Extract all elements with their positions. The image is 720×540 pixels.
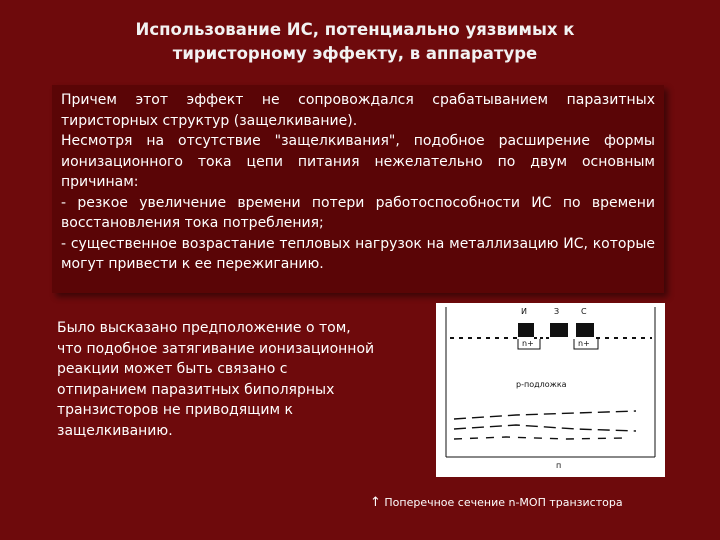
depletion-boundary-bottom	[454, 437, 626, 439]
text-panel	[61, 90, 655, 275]
slide-title	[90, 18, 620, 66]
terminal-label-i: И	[521, 307, 527, 316]
side-paragraph: Было высказано предположение о том, что подобное затягивание ионизационной реакции может быть связано с отпиранием паразитных биполярных транзисторов не приводящим к защелкиванию.	[57, 320, 375, 439]
title-line-2: тиристорному эффекту, в аппаратуре	[172, 44, 538, 63]
drain-terminal	[576, 323, 594, 337]
figure-caption	[370, 496, 690, 510]
substrate-label: р-подложка	[516, 380, 567, 389]
panel-paragraph-4: - существенное возрастание тепловых нагрузок на металлизацию ИС, которые могут привести к ее пережиганию.	[61, 235, 655, 272]
title-line-1: Использование ИС, потенциально уязвимых к	[135, 20, 575, 39]
cross-section-drawing	[436, 303, 665, 477]
up-arrow-icon: ↑	[370, 495, 381, 510]
depletion-boundary-lower	[454, 425, 636, 431]
caption-text: Поперечное сечение n-МОП транзистора	[380, 496, 623, 509]
depletion-boundary-upper	[454, 411, 636, 419]
source-terminal	[518, 323, 534, 337]
panel-paragraph-3: - резкое увеличение времени потери работоспособности ИС по времени восстановления тока потребления;	[61, 194, 655, 231]
bottom-label: п	[556, 461, 562, 470]
panel-paragraph-2: Несмотря на отсутствие "защелкивания", подобное расширение формы ионизационного тока цепи питания нежелательно по двум основным причинам:	[61, 133, 655, 190]
transistor-cross-section-diagram	[436, 303, 665, 477]
n-plus-label-right: n+	[578, 339, 590, 348]
n-plus-label-left: n+	[522, 339, 534, 348]
gate-terminal	[550, 323, 568, 337]
terminal-label-z: З	[554, 307, 560, 316]
panel-paragraph-1: Причем этот эффект не сопровождался срабатыванием паразитных тиристорных структур (защелкивание).	[61, 92, 655, 129]
terminal-label-s: С	[581, 307, 587, 316]
